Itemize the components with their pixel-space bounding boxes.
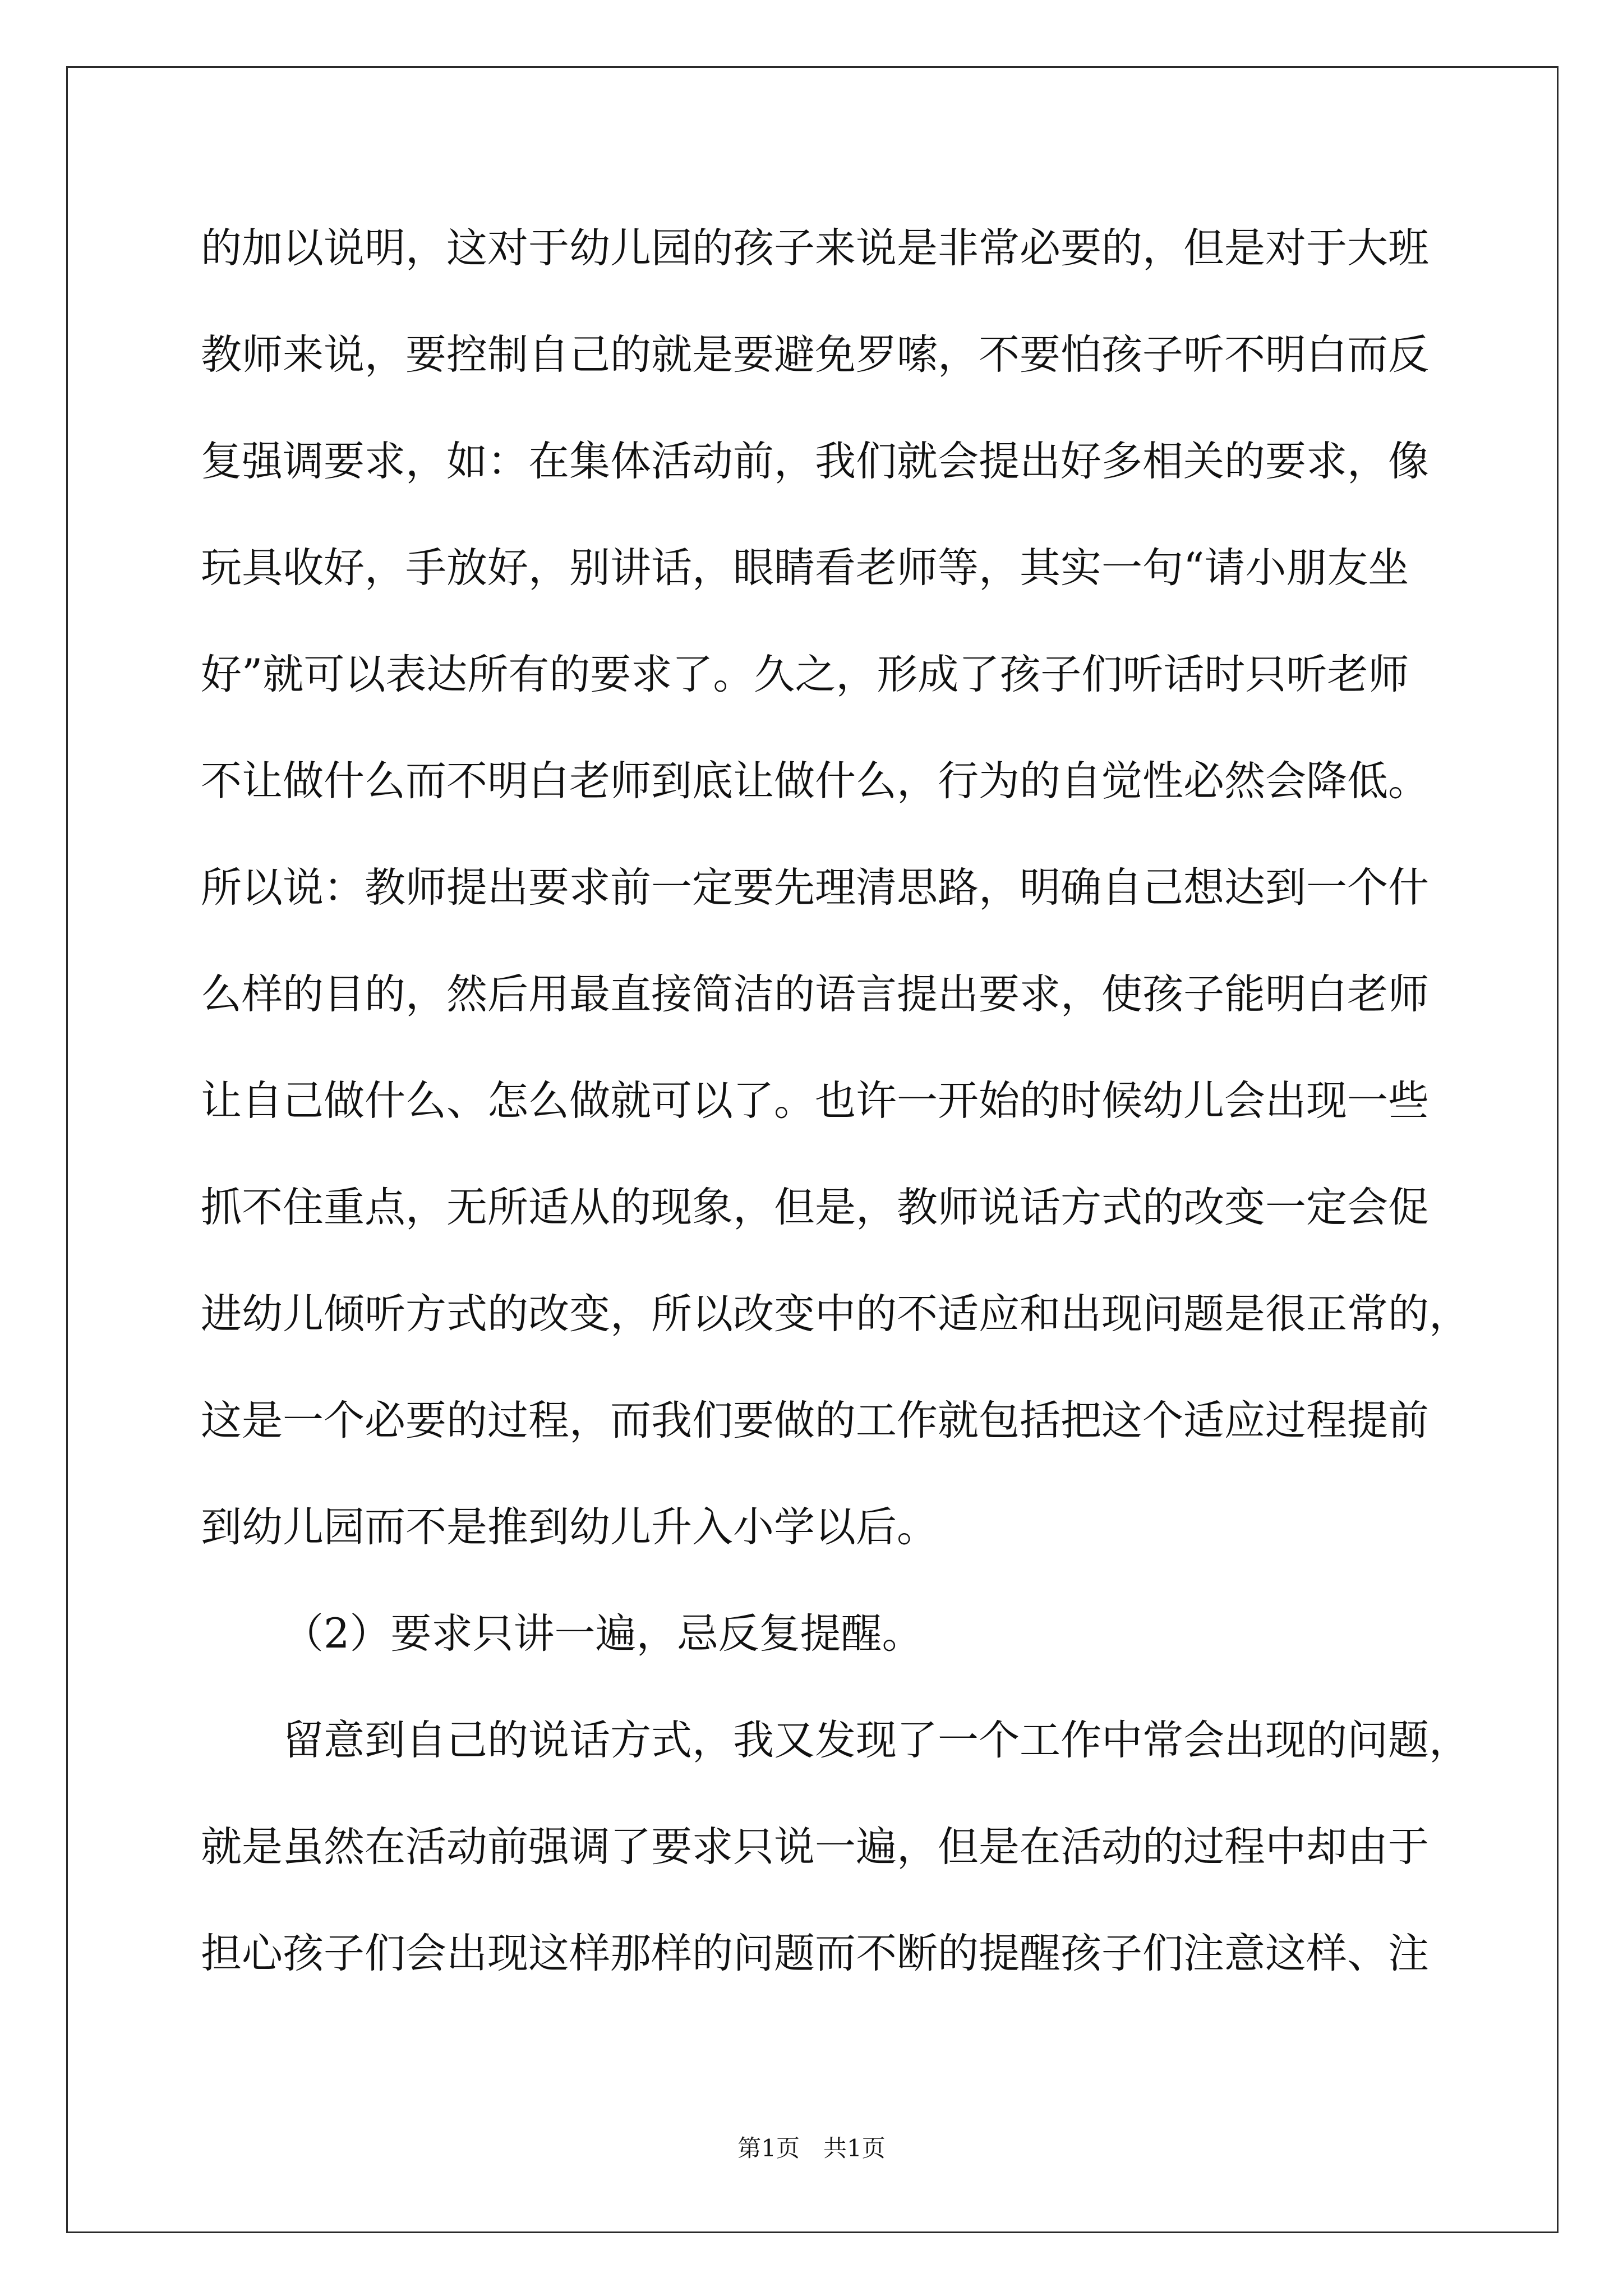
text-line: 就是虽然在活动前强调了要求只说一遍，但是在活动的过程中却由于: [201, 1823, 1429, 1871]
section-heading: [201, 1581, 1536, 1687]
text-line: 抓不住重点，无所适从的现象，但是，教师说话方式的改变一定会促: [201, 1184, 1429, 1231]
text-line: 所以说：教师提出要求前一定要先理清思路，明确自己想达到一个什: [201, 864, 1429, 912]
text-line: 担心孩子们会出现这样那样的问题而不断的提醒孩子们注意这样、注: [201, 1930, 1429, 1977]
text-line: 让自己做什么、怎么做就可以了。也许一开始的时候幼儿会出现一些: [201, 1077, 1429, 1125]
heading-line: （2）要求只讲一遍，忌反复提醒。: [283, 1610, 923, 1658]
text-line: 玩具收好，手放好，别讲话，眼睛看老师等，其实一句“请小朋友坐: [201, 544, 1409, 592]
paragraph: [201, 1687, 1536, 2007]
page-footer: 第1页 共1页: [737, 2134, 886, 2162]
text-line: 么样的目的，然后用最直接简洁的语言提出要求，使孩子能明白老师: [201, 970, 1429, 1018]
paragraph: [201, 195, 1536, 1581]
text-line: 好”就可以表达所有的要求了。久之，形成了孩子们听话时只听老师: [201, 651, 1409, 698]
text-line: 到幼儿园而不是推到幼儿升入小学以后。: [201, 1503, 938, 1551]
text-line: 复强调要求，如：在集体活动前，我们就会提出好多相关的要求，像: [201, 438, 1429, 485]
text-line: 的加以说明，这对于幼儿园的孩子来说是非常必要的，但是对于大班: [201, 224, 1429, 272]
text-line: 这是一个必要的过程，而我们要做的工作就包括把这个适应过程提前: [201, 1397, 1429, 1444]
body-text: [201, 195, 1536, 2007]
text-line: 留意到自己的说话方式，我又发现了一个工作中常会出现的问题，: [283, 1717, 1470, 1764]
text-line: 教师来说，要控制自己的就是要避免罗嗦，不要怕孩子听不明白而反: [201, 331, 1429, 379]
text-line: 进幼儿倾听方式的改变，所以改变中的不适应和出现问题是很正常的，: [201, 1290, 1470, 1338]
text-line: 不让做什么而不明白老师到底让做什么，行为的自觉性必然会降低。: [201, 757, 1429, 805]
